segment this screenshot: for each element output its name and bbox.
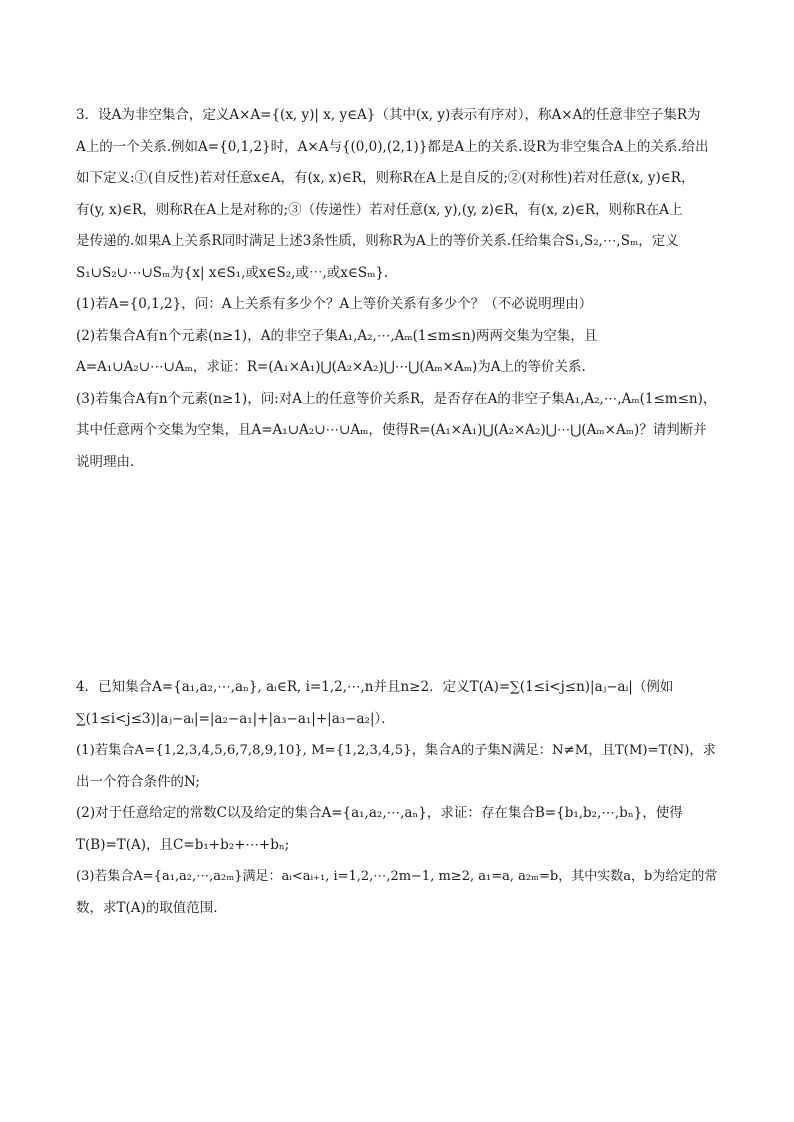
problem-4-line: 出一个符合条件的N; — [76, 773, 200, 790]
problem-4-part-3: (3)若集合A={a₁,a₂,⋯,a₂ₘ}满足：aᵢ<aᵢ₊₁, i=1,2,⋯,2m−1, m≥2, a₁=a, a₂ₘ=b，其中实数a，b为给定的常 — [76, 869, 718, 884]
problem-3-part-2: (2)若集合A有n个元素(n≥1)，A的非空子集A₁,A₂,⋯,Aₘ(1≤m≤n)两两交集为空集，且 — [76, 327, 598, 344]
problem-3-line: 3．设A为非空集合，定义A×A={(x, y)| x, y∈A}（其中(x, y)表示有序对），称A×A的任意非空子集R为 — [76, 107, 701, 123]
problem-3 — [76, 100, 726, 478]
problem-4-line: T(B)=T(A)，且C=b₁+b₂+⋯+bₙ; — [76, 836, 290, 853]
problem-4-part-1: (1)若集合A={1,2,3,4,5,6,7,8,9,10}, M={1,2,3,4,5}，集合A的子集N满足：N≠M，且T(M)=T(N)，求 — [76, 743, 716, 758]
problem-4-part-2: (2)对于任意给定的常数C以及给定的集合A={a₁,a₂,⋯,aₙ}，求证：存在集合B={b₁,b₂,⋯,bₙ}，使得 — [76, 805, 683, 821]
problem-3-line: 是传递的.如果A上关系R同时满足上述3条性质，则称R为A上的等价关系.任给集合S₁,S₂,⋯,Sₘ，定义 — [76, 233, 679, 249]
problem-3-line: A=A₁∪A₂∪⋯∪Aₘ，求证：R=(A₁×A₁)⋃(A₂×A₂)⋃⋯⋃(Aₘ×Aₘ)为A上的等价关系. — [76, 359, 586, 375]
problem-4 — [76, 672, 726, 924]
problem-3-line: 有(y, x)∈R，则称R在A上是对称的;③（传递性）若对任意(x, y),(y, z)∈R，有(x, z)∈R，则称R在A上 — [76, 201, 683, 218]
problem-3-part-3: (3)若集合A有n个元素(n≥1)，问:对A上的任意等价关系R，是否存在A的非空子集A₁,A₂,⋯,Aₘ(1≤m≤n)， — [76, 390, 717, 407]
problem-3-line: S₁∪S₂∪⋯∪Sₘ为{x| x∈S₁,或x∈S₂,或⋯,或x∈Sₘ}. — [76, 264, 389, 281]
problem-3-line: 其中任意两个交集为空集，且A=A₁∪A₂∪⋯∪Aₘ，使得R=(A₁×A₁)⋃(A₂×A₂)⋃⋯⋃(Aₘ×Aₘ)？请判断并 — [76, 422, 707, 438]
problem-3-line: 如下定义:①(自反性)若对任意x∈A，有(x, x)∈R，则称R在A上是自反的;②(对称性)若对任意(x, y)∈R， — [76, 170, 695, 186]
problem-3-part-1: (1)若A={0,1,2}，问：A上关系有多少个？A上等价关系有多少个？（不必说明理由） — [76, 296, 593, 312]
problem-3-line: A上的一个关系.例如A={0,1,2}时，A×A与{(0,0),(2,1)}都是A上的关系.设R为非空集合A上的关系.给出 — [76, 138, 709, 155]
problem-4-line: 数，求T(A)的取值范围. — [76, 899, 218, 916]
problem-4-line: ∑(1≤i<j≤3)|aⱼ−aᵢ|=|a₂−a₁|+|a₃−a₁|+|a₃−a₂|）． — [76, 710, 395, 727]
problem-4-line: 4．已知集合A={a₁,a₂,⋯,aₙ}, aᵢ∈R, i=1,2,⋯,n并且n≥2．定义T(A)=∑(1≤i<j≤n)|aⱼ−aᵢ|（例如 — [76, 679, 674, 695]
problem-3-line: 说明理由. — [76, 453, 135, 470]
